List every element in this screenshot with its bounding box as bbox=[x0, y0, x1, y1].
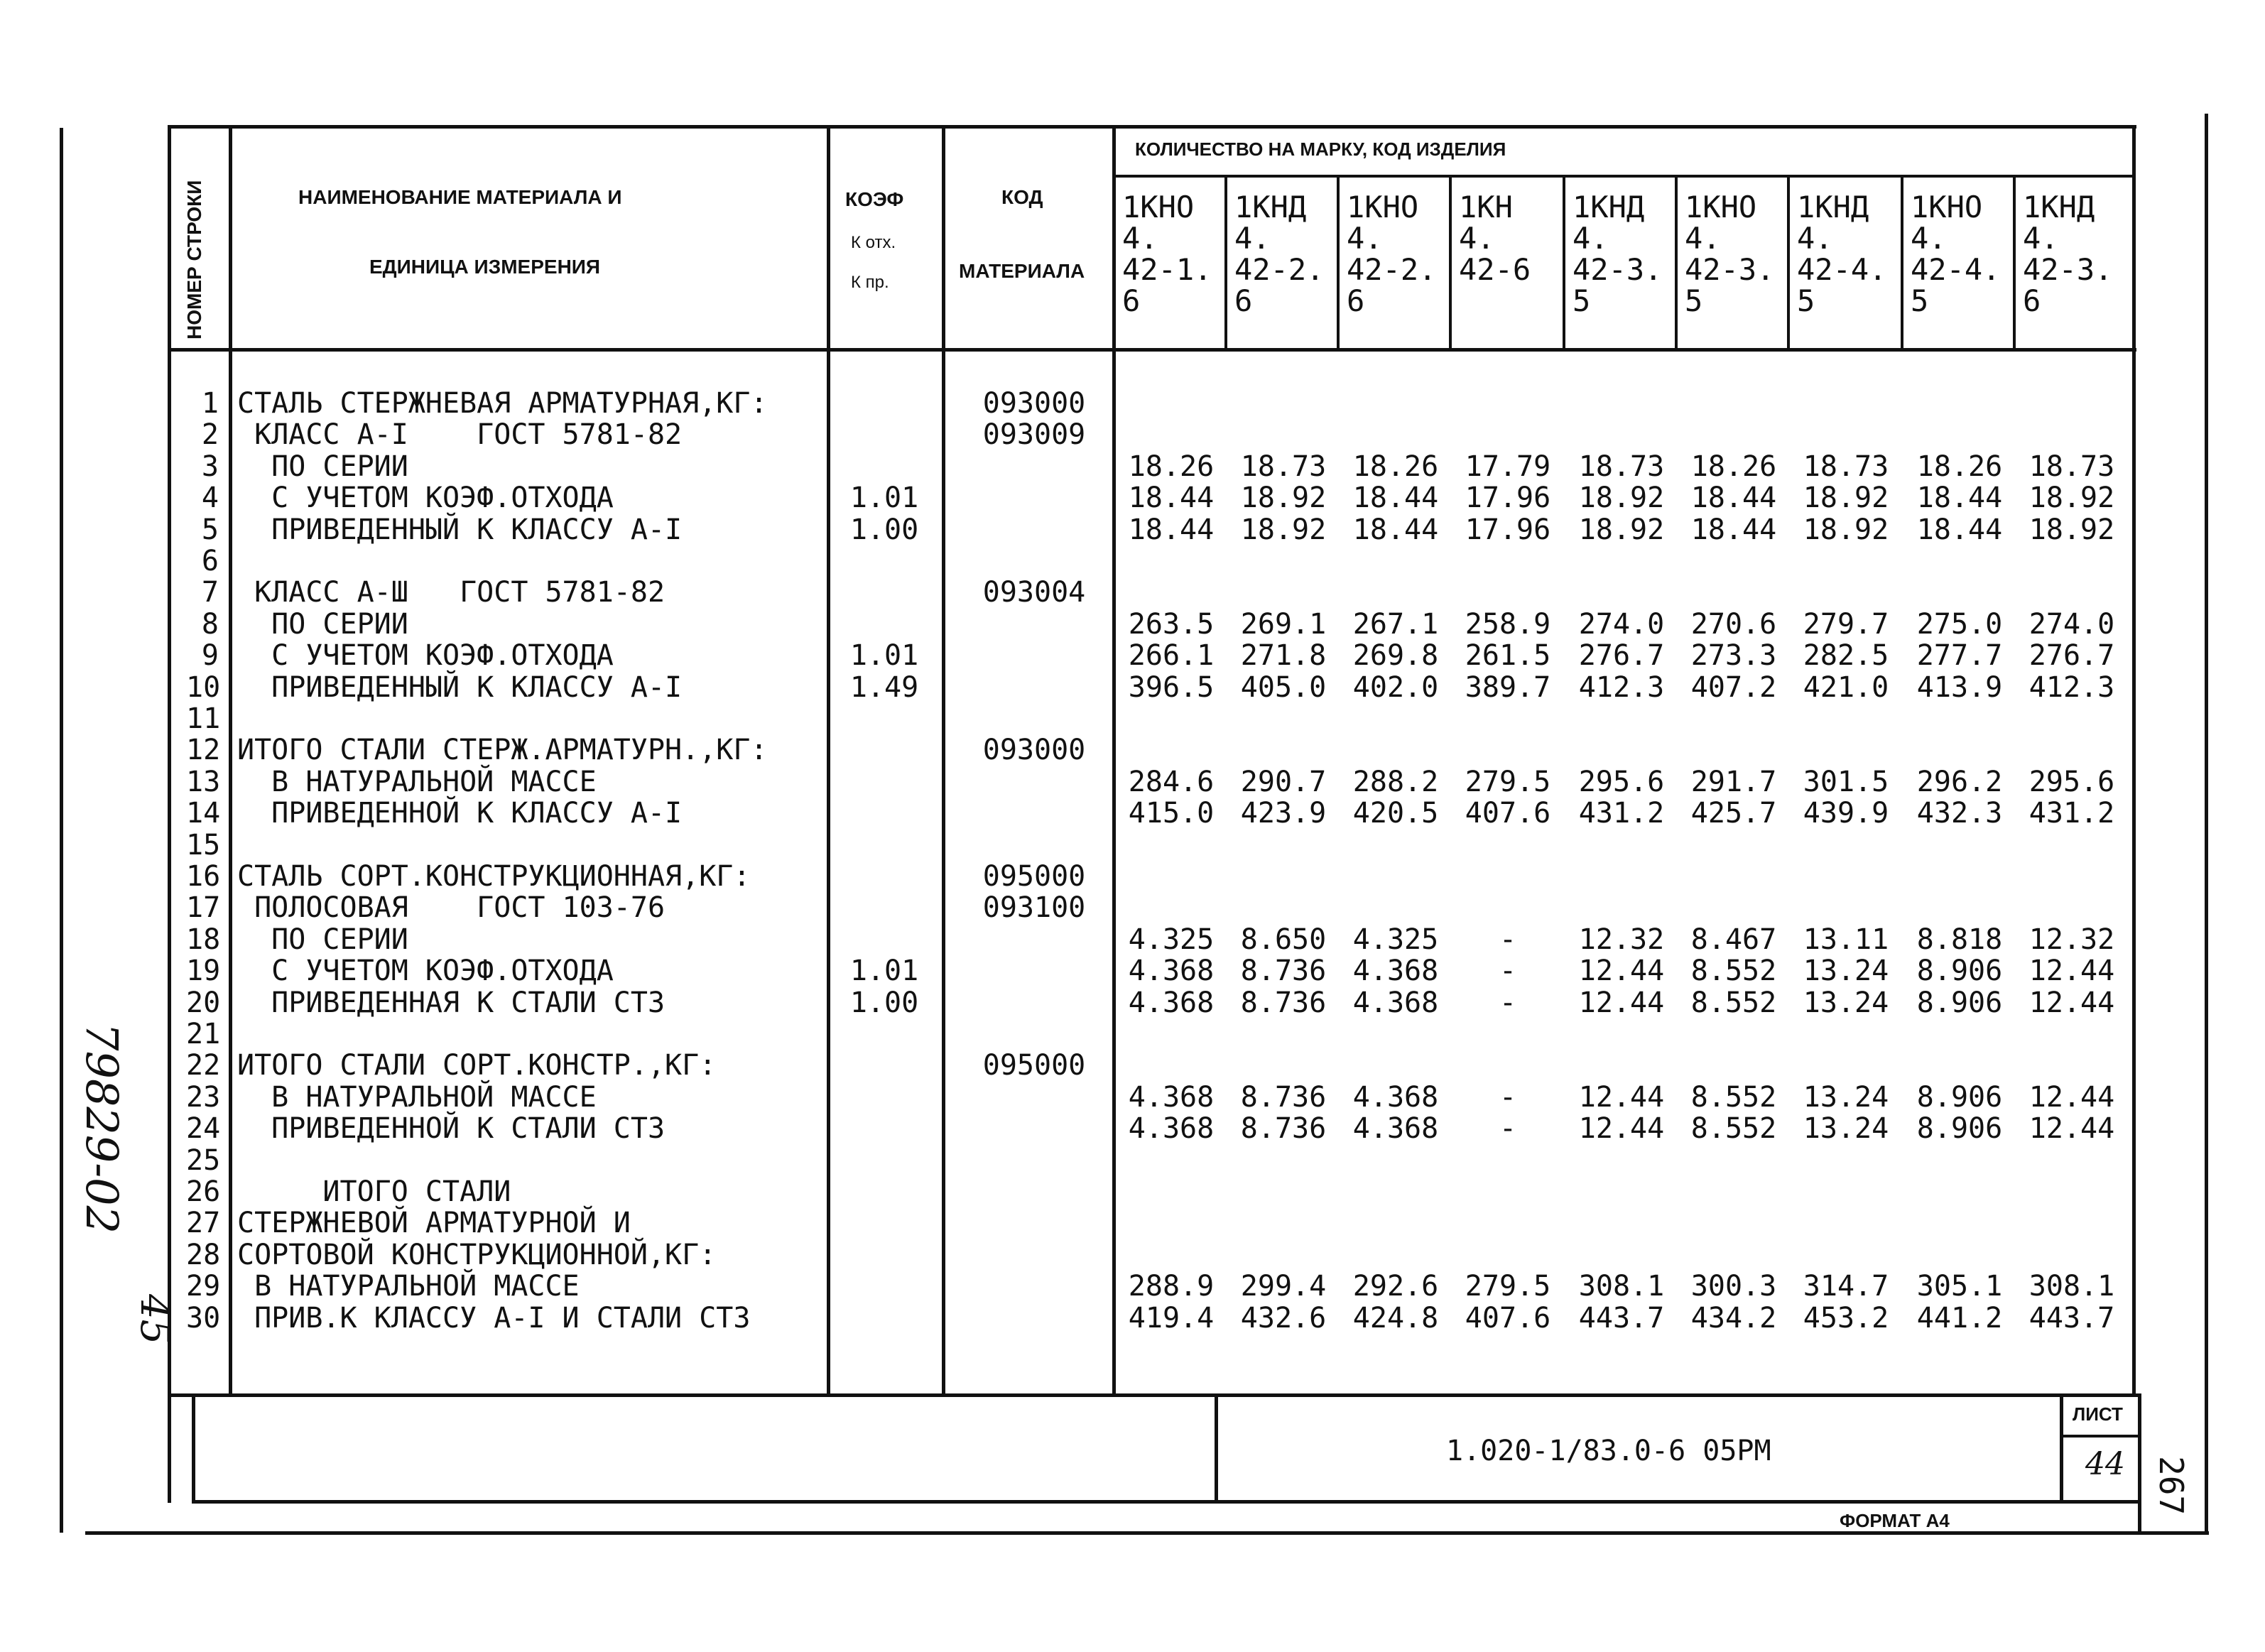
row-number: 12 bbox=[186, 734, 221, 767]
row-value: 4.368 bbox=[1128, 1080, 1215, 1114]
row-value: 18.92 bbox=[1240, 482, 1327, 515]
outer-right-line bbox=[2205, 114, 2208, 1534]
row-number: 8 bbox=[201, 607, 219, 641]
row-value: 18.44 bbox=[1690, 513, 1777, 546]
row-value: 4.325 bbox=[1128, 923, 1215, 956]
row-value: 267.1 bbox=[1352, 607, 1439, 641]
row-name: ПОЛОСОВАЯ ГОСТ 103-76 bbox=[237, 891, 666, 925]
col-divider-num bbox=[229, 125, 232, 1396]
row-value: 396.5 bbox=[1128, 670, 1215, 704]
row-value: 12.44 bbox=[2028, 986, 2115, 1019]
sub-divider bbox=[1224, 175, 1227, 351]
row-value: 407.6 bbox=[1465, 1301, 1551, 1335]
col-divider-code bbox=[1112, 125, 1116, 1396]
column-header-2: 1КНД 4. 42-2. 6 bbox=[1234, 190, 1325, 318]
row-value: 12.32 bbox=[1578, 923, 1665, 956]
row-value: 301.5 bbox=[1803, 765, 1889, 798]
row-value: 13.24 bbox=[1803, 955, 1889, 988]
row-number: 1 bbox=[201, 387, 219, 420]
column-header-9: 1КНД 4. 42-3. 6 bbox=[2023, 190, 2113, 318]
row-value: 292.6 bbox=[1352, 1270, 1439, 1303]
sheet-box-right bbox=[2138, 1393, 2141, 1533]
row-value: 291.7 bbox=[1690, 765, 1777, 798]
row-value: 288.2 bbox=[1352, 765, 1439, 798]
table-header-bottom-line bbox=[168, 348, 2136, 352]
row-number-header: НОМЕР СТРОКИ bbox=[183, 180, 205, 339]
row-number: 29 bbox=[186, 1270, 221, 1303]
row-value: 453.2 bbox=[1803, 1301, 1889, 1335]
column-header-1: 1КНО 4. 42-1. 6 bbox=[1122, 190, 1212, 318]
row-number: 13 bbox=[186, 765, 221, 798]
row-value: 8.906 bbox=[1916, 955, 2003, 988]
row-value: 18.44 bbox=[1128, 513, 1215, 546]
document-code: 1.020-1/83.0-6 05РМ bbox=[1446, 1435, 1771, 1467]
row-material-code: 093000 bbox=[982, 734, 1086, 767]
row-value: 4.368 bbox=[1352, 955, 1439, 988]
row-number: 7 bbox=[201, 576, 219, 609]
row-value: 296.2 bbox=[1916, 765, 2003, 798]
row-value: 4.368 bbox=[1128, 1112, 1215, 1146]
row-value: 443.7 bbox=[1578, 1301, 1665, 1335]
row-value: 288.9 bbox=[1128, 1270, 1215, 1303]
row-value: 12.32 bbox=[2028, 923, 2115, 956]
row-value: 295.6 bbox=[1578, 765, 1665, 798]
sheet-label: ЛИСТ bbox=[2073, 1403, 2123, 1425]
row-number: 11 bbox=[186, 702, 221, 735]
row-name: В НАТУРАЛЬНОЙ МАССЕ bbox=[237, 1270, 580, 1303]
row-value: 18.26 bbox=[1916, 450, 2003, 483]
row-value: 8.906 bbox=[1916, 986, 2003, 1019]
row-number: 28 bbox=[186, 1238, 221, 1271]
row-value: 8.552 bbox=[1690, 986, 1777, 1019]
row-value: 432.3 bbox=[1916, 797, 2003, 830]
row-value: 8.552 bbox=[1690, 1080, 1777, 1114]
row-value: 18.44 bbox=[1128, 482, 1215, 515]
sheet-number: 44 bbox=[2085, 1446, 2125, 1482]
row-name: В НАТУРАЛЬНОЙ МАССЕ bbox=[237, 1080, 597, 1114]
row-value: 443.7 bbox=[2028, 1301, 2115, 1335]
row-value: - bbox=[1499, 923, 1517, 956]
row-value: 18.44 bbox=[1352, 482, 1439, 515]
k-pr-header: К пр. bbox=[851, 273, 889, 292]
row-value: 273.3 bbox=[1690, 639, 1777, 673]
row-name: ПРИВЕДЕННОЙ К СТАЛИ СТ3 bbox=[237, 1112, 666, 1146]
row-value: 18.92 bbox=[1240, 513, 1327, 546]
row-value: 279.7 bbox=[1803, 607, 1889, 641]
row-value: 424.8 bbox=[1352, 1301, 1439, 1335]
row-value: 12.44 bbox=[2028, 1112, 2115, 1146]
row-value: 13.24 bbox=[1803, 1080, 1889, 1114]
row-value: 271.8 bbox=[1240, 639, 1327, 673]
row-value: 17.79 bbox=[1465, 450, 1551, 483]
row-name: ПРИВЕДЕННЫЙ К КЛАССУ А-I bbox=[237, 670, 683, 704]
format-label: ФОРМАТ А4 bbox=[1840, 1510, 1950, 1531]
row-number: 17 bbox=[186, 891, 221, 925]
sub-divider bbox=[1901, 175, 1903, 351]
sub-divider bbox=[1337, 175, 1340, 351]
row-value: 12.44 bbox=[1578, 986, 1665, 1019]
name-header-line2: ЕДИНИЦА ИЗМЕРЕНИЯ bbox=[369, 256, 601, 278]
row-name: ИТОГО СТАЛИ bbox=[237, 1175, 511, 1208]
row-value: 415.0 bbox=[1128, 797, 1215, 830]
koef-header: КОЭФ bbox=[845, 188, 904, 210]
row-value: - bbox=[1499, 986, 1517, 1019]
row-name: КЛАСС А-Ш ГОСТ 5781-82 bbox=[237, 576, 666, 609]
row-material-code: 093000 bbox=[982, 387, 1086, 420]
row-number: 21 bbox=[186, 1018, 221, 1050]
row-number: 2 bbox=[201, 418, 219, 452]
column-header-3: 1КНО 4. 42-2. 6 bbox=[1347, 190, 1437, 318]
row-value: 258.9 bbox=[1465, 607, 1551, 641]
row-value: 4.325 bbox=[1352, 923, 1439, 956]
row-value: 284.6 bbox=[1128, 765, 1215, 798]
row-value: 421.0 bbox=[1803, 670, 1889, 704]
code-header-line1: КОД bbox=[1001, 186, 1043, 208]
row-value: 441.2 bbox=[1916, 1301, 2003, 1335]
row-number: 26 bbox=[186, 1175, 221, 1208]
row-name: С УЧЕТОМ КОЭФ.ОТХОДА bbox=[237, 955, 614, 988]
row-name: СОРТОВОЙ КОНСТРУКЦИОННОЙ,КГ: bbox=[237, 1238, 717, 1271]
row-value: 432.6 bbox=[1240, 1301, 1327, 1335]
row-value: 266.1 bbox=[1128, 639, 1215, 673]
column-header-5: 1КНД 4. 42-3. 5 bbox=[1573, 190, 1663, 318]
row-name: ПО СЕРИИ bbox=[237, 923, 408, 956]
column-header-8: 1КНО 4. 42-4. 5 bbox=[1911, 190, 2001, 318]
row-number: 25 bbox=[186, 1143, 221, 1177]
row-name: ПО СЕРИИ bbox=[237, 607, 408, 641]
quantity-label-bottom-line bbox=[1112, 175, 2135, 178]
row-name: ИТОГО СТАЛИ СТЕРЖ.АРМАТУРН.,КГ: bbox=[237, 734, 768, 767]
row-value: 18.44 bbox=[1690, 482, 1777, 515]
row-number: 20 bbox=[186, 986, 221, 1019]
table-bottom-line bbox=[168, 1393, 2139, 1397]
row-value: 275.0 bbox=[1916, 607, 2003, 641]
row-value: 439.9 bbox=[1803, 797, 1889, 830]
row-value: 261.5 bbox=[1465, 639, 1551, 673]
row-name: С УЧЕТОМ КОЭФ.ОТХОДА bbox=[237, 639, 614, 673]
row-value: 8.552 bbox=[1690, 1112, 1777, 1146]
row-material-code: 093004 bbox=[982, 576, 1086, 609]
k-otx-header: К отх. bbox=[851, 233, 896, 252]
row-number: 23 bbox=[186, 1080, 221, 1114]
row-value: 405.0 bbox=[1240, 670, 1327, 704]
row-value: 18.44 bbox=[1916, 482, 2003, 515]
row-value: 279.5 bbox=[1465, 1270, 1551, 1303]
sub-divider bbox=[1449, 175, 1452, 351]
row-value: 12.44 bbox=[1578, 955, 1665, 988]
row-value: 18.44 bbox=[1916, 513, 2003, 546]
row-value: 8.818 bbox=[1916, 923, 2003, 956]
row-value: 419.4 bbox=[1128, 1301, 1215, 1335]
titleblock-left-line bbox=[192, 1393, 195, 1503]
row-name: СТАЛЬ СОРТ.КОНСТРУКЦИОННАЯ,КГ: bbox=[237, 860, 751, 893]
row-koef: 1.49 bbox=[849, 670, 919, 704]
outer-left-line bbox=[60, 128, 63, 1533]
row-number: 24 bbox=[186, 1112, 221, 1146]
row-value: 412.3 bbox=[2028, 670, 2115, 704]
row-value: 300.3 bbox=[1690, 1270, 1777, 1303]
row-material-code: 095000 bbox=[982, 1049, 1086, 1082]
row-value: 18.92 bbox=[1578, 482, 1665, 515]
row-value: 276.7 bbox=[2028, 639, 2115, 673]
row-value: 18.73 bbox=[1803, 450, 1889, 483]
row-value: 18.92 bbox=[1578, 513, 1665, 546]
row-value: 299.4 bbox=[1240, 1270, 1327, 1303]
row-number: 30 bbox=[186, 1301, 221, 1335]
row-value: 12.44 bbox=[1578, 1112, 1665, 1146]
row-value: 295.6 bbox=[2028, 765, 2115, 798]
sheet-box-mid bbox=[2060, 1435, 2139, 1438]
row-value: 420.5 bbox=[1352, 797, 1439, 830]
row-value: 18.44 bbox=[1352, 513, 1439, 546]
column-header-6: 1КНО 4. 42-3. 5 bbox=[1685, 190, 1775, 318]
row-name: ПРИВЕДЕННЫЙ К КЛАССУ А-I bbox=[237, 513, 683, 546]
row-name: В НАТУРАЛЬНОЙ МАССЕ bbox=[237, 765, 597, 798]
row-value: 263.5 bbox=[1128, 607, 1215, 641]
sub-divider bbox=[1787, 175, 1790, 351]
col-divider-name bbox=[827, 125, 830, 1396]
row-value: 4.368 bbox=[1128, 955, 1215, 988]
column-header-4: 1КН 4. 42-6 bbox=[1459, 190, 1531, 287]
row-value: 18.73 bbox=[1240, 450, 1327, 483]
sub-divider bbox=[1675, 175, 1678, 351]
row-name: СТАЛЬ СТЕРЖНЕВАЯ АРМАТУРНАЯ,КГ: bbox=[237, 387, 768, 420]
row-material-code: 093009 bbox=[982, 418, 1086, 452]
row-value: 8.736 bbox=[1240, 1080, 1327, 1114]
row-value: 8.906 bbox=[1916, 1112, 2003, 1146]
row-value: 13.11 bbox=[1803, 923, 1889, 956]
row-value: 308.1 bbox=[1578, 1270, 1665, 1303]
row-name: ИТОГО СТАЛИ СОРТ.КОНСТР.,КГ: bbox=[237, 1049, 717, 1082]
row-name: ПРИВЕДЕННОЙ К КЛАССУ А-I bbox=[237, 797, 683, 830]
sheet-box-left bbox=[2060, 1393, 2063, 1503]
row-value: 407.2 bbox=[1690, 670, 1777, 704]
row-material-code: 095000 bbox=[982, 860, 1086, 893]
row-value: 17.96 bbox=[1465, 513, 1551, 546]
row-number: 16 bbox=[186, 860, 221, 893]
row-value: 17.96 bbox=[1465, 482, 1551, 515]
row-value: 18.92 bbox=[1803, 513, 1889, 546]
row-value: 8.906 bbox=[1916, 1080, 2003, 1114]
quantity-header: КОЛИЧЕСТВО НА МАРКУ, КОД ИЗДЕЛИЯ bbox=[1135, 138, 1506, 160]
row-value: 407.6 bbox=[1465, 797, 1551, 830]
row-number: 4 bbox=[201, 482, 219, 515]
row-koef: 1.00 bbox=[849, 513, 919, 546]
row-name: С УЧЕТОМ КОЭФ.ОТХОДА bbox=[237, 482, 614, 515]
row-value: 8.650 bbox=[1240, 923, 1327, 956]
row-number: 5 bbox=[201, 513, 219, 546]
column-header-7: 1КНД 4. 42-4. 5 bbox=[1797, 190, 1887, 318]
row-name: ПРИВ.К КЛАССУ А-I И СТАЛИ СТ3 bbox=[237, 1301, 751, 1335]
row-value: - bbox=[1499, 955, 1517, 988]
row-value: 8.467 bbox=[1690, 923, 1777, 956]
row-value: 290.7 bbox=[1240, 765, 1327, 798]
row-value: 431.2 bbox=[2028, 797, 2115, 830]
row-value: 269.1 bbox=[1240, 607, 1327, 641]
row-number: 3 bbox=[201, 450, 219, 483]
side-page-number: 267 bbox=[2152, 1456, 2190, 1516]
row-number: 22 bbox=[186, 1049, 221, 1082]
titleblock-bottom-line bbox=[192, 1500, 2141, 1504]
row-value: 18.92 bbox=[2028, 513, 2115, 546]
row-value: 18.73 bbox=[2028, 450, 2115, 483]
table-right-line bbox=[2132, 125, 2136, 1396]
row-name: КЛАСС А-I ГОСТ 5781-82 bbox=[237, 418, 683, 452]
col-divider-koef bbox=[942, 125, 945, 1396]
row-value: 8.552 bbox=[1690, 955, 1777, 988]
row-value: 412.3 bbox=[1578, 670, 1665, 704]
row-value: 314.7 bbox=[1803, 1270, 1889, 1303]
row-value: 277.7 bbox=[1916, 639, 2003, 673]
row-value: 305.1 bbox=[1916, 1270, 2003, 1303]
row-value: 8.736 bbox=[1240, 1112, 1327, 1146]
row-value: 8.736 bbox=[1240, 986, 1327, 1019]
row-value: 270.6 bbox=[1690, 607, 1777, 641]
row-koef: 1.01 bbox=[849, 639, 919, 673]
row-number: 6 bbox=[201, 545, 219, 577]
row-value: 18.73 bbox=[1578, 450, 1665, 483]
row-number: 19 bbox=[186, 955, 221, 988]
row-value: 389.7 bbox=[1465, 670, 1551, 704]
row-value: 402.0 bbox=[1352, 670, 1439, 704]
row-value: 274.0 bbox=[2028, 607, 2115, 641]
row-value: 4.368 bbox=[1352, 1112, 1439, 1146]
sub-divider bbox=[2013, 175, 2016, 351]
side-handwritten-number: 45 bbox=[131, 1294, 178, 1345]
row-value: 269.8 bbox=[1352, 639, 1439, 673]
row-koef: 1.01 bbox=[849, 482, 919, 515]
row-value: 18.26 bbox=[1690, 450, 1777, 483]
row-value: 12.44 bbox=[2028, 1080, 2115, 1114]
row-value: 276.7 bbox=[1578, 639, 1665, 673]
row-value: 4.368 bbox=[1352, 986, 1439, 1019]
code-header-line2: МАТЕРИАЛА bbox=[959, 260, 1085, 282]
row-number: 27 bbox=[186, 1207, 221, 1240]
row-value: 12.44 bbox=[2028, 955, 2115, 988]
row-value: 18.26 bbox=[1128, 450, 1215, 483]
row-number: 18 bbox=[186, 923, 221, 956]
row-value: 4.368 bbox=[1128, 986, 1215, 1019]
row-value: 413.9 bbox=[1916, 670, 2003, 704]
row-number: 15 bbox=[186, 828, 221, 862]
row-value: 4.368 bbox=[1352, 1080, 1439, 1114]
row-value: 423.9 bbox=[1240, 797, 1327, 830]
table-top-line bbox=[169, 125, 2136, 129]
row-name: ПО СЕРИИ bbox=[237, 450, 408, 483]
row-name: ПРИВЕДЕННАЯ К СТАЛИ СТ3 bbox=[237, 986, 666, 1019]
row-value: 279.5 bbox=[1465, 765, 1551, 798]
row-value: 13.24 bbox=[1803, 1112, 1889, 1146]
row-value: 18.92 bbox=[2028, 482, 2115, 515]
row-number: 10 bbox=[186, 670, 221, 704]
row-value: 8.736 bbox=[1240, 955, 1327, 988]
row-value: 18.92 bbox=[1803, 482, 1889, 515]
row-value: 431.2 bbox=[1578, 797, 1665, 830]
titleblock-divider bbox=[1215, 1393, 1218, 1503]
name-header-line1: НАИМЕНОВАНИЕ МАТЕРИАЛА И bbox=[298, 186, 622, 208]
row-value: - bbox=[1499, 1112, 1517, 1146]
row-value: 12.44 bbox=[1578, 1080, 1665, 1114]
inventory-number: 79829-02 bbox=[76, 1023, 128, 1234]
row-value: 13.24 bbox=[1803, 986, 1889, 1019]
sub-divider bbox=[1563, 175, 1565, 351]
row-value: 425.7 bbox=[1690, 797, 1777, 830]
row-value: 308.1 bbox=[2028, 1270, 2115, 1303]
row-number: 14 bbox=[186, 797, 221, 830]
row-koef: 1.01 bbox=[849, 955, 919, 988]
row-value: - bbox=[1499, 1080, 1517, 1114]
row-value: 18.26 bbox=[1352, 450, 1439, 483]
row-name: СТЕРЖНЕВОЙ АРМАТУРНОЙ И bbox=[237, 1207, 631, 1240]
row-value: 282.5 bbox=[1803, 639, 1889, 673]
row-value: 434.2 bbox=[1690, 1301, 1777, 1335]
row-number: 9 bbox=[201, 639, 219, 673]
row-koef: 1.00 bbox=[849, 986, 919, 1019]
row-value: 274.0 bbox=[1578, 607, 1665, 641]
row-material-code: 093100 bbox=[982, 891, 1086, 925]
